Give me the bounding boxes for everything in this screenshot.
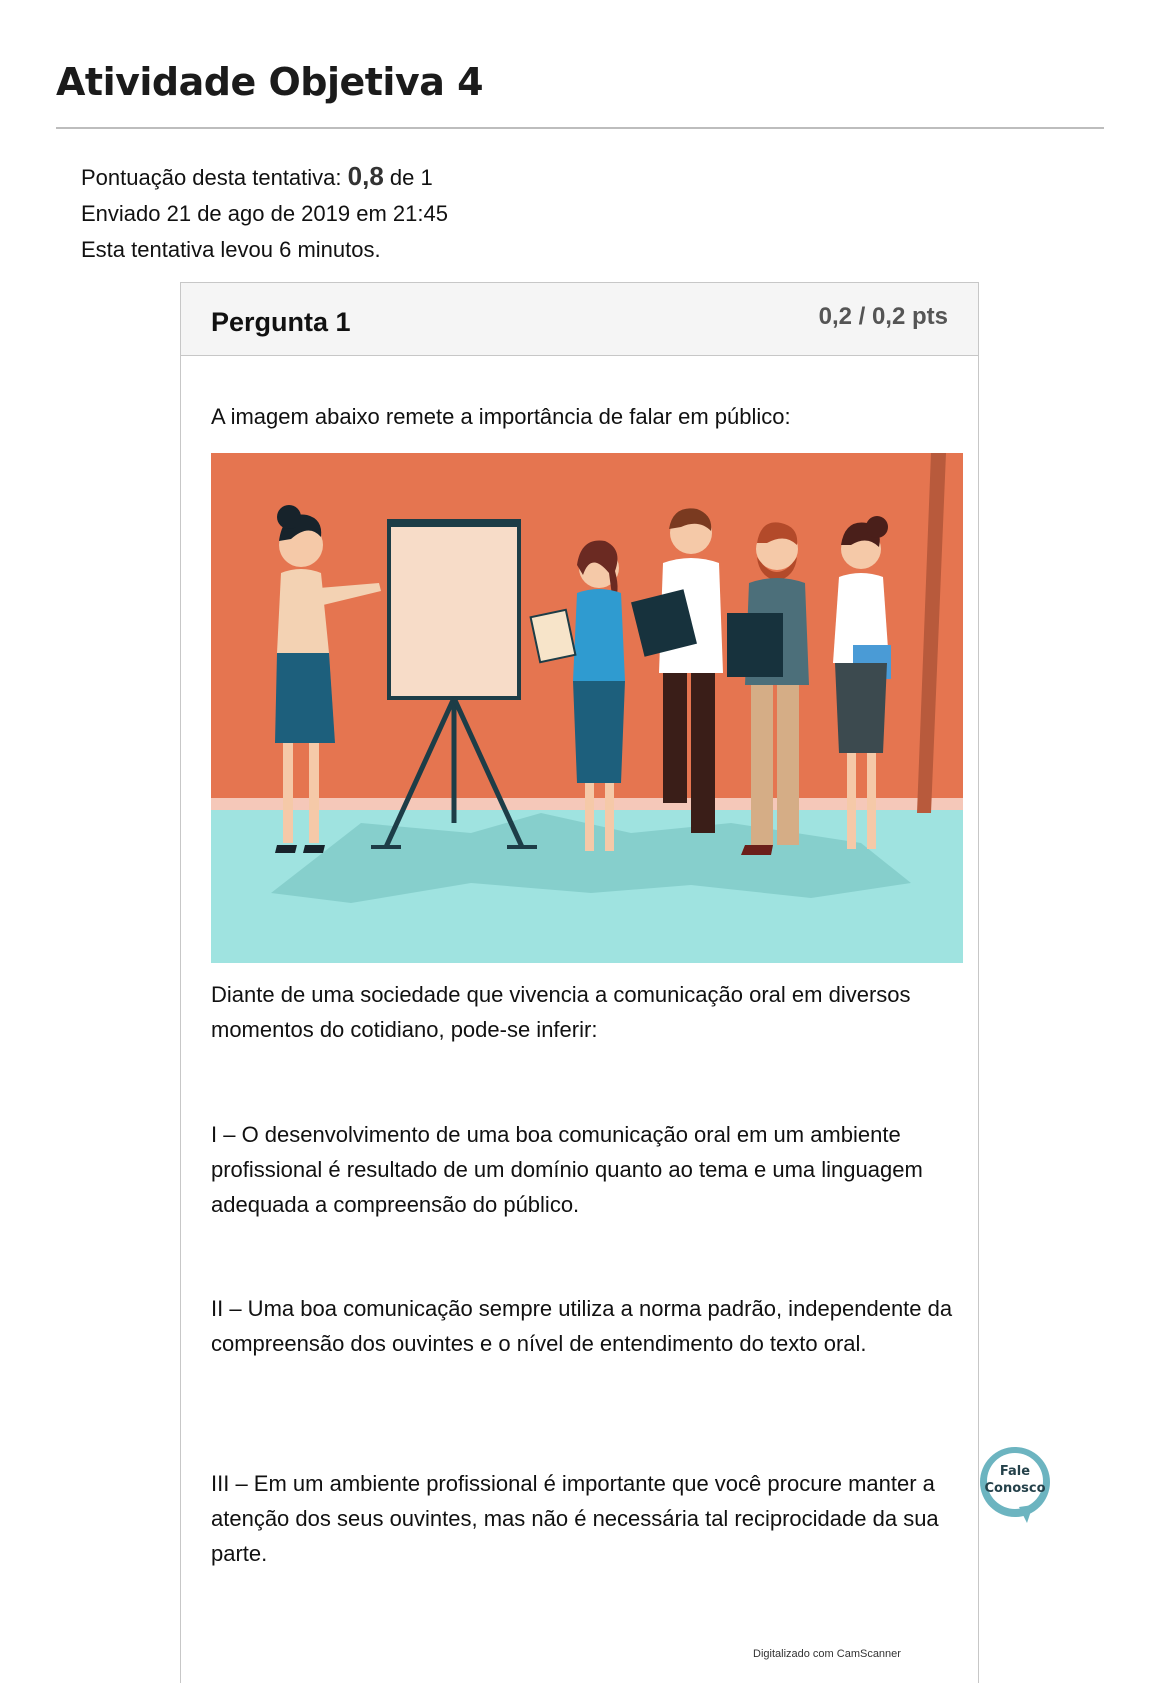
- question-points: 0,2 / 0,2 pts: [818, 303, 948, 330]
- chat-label-line1: Fale: [999, 1464, 1031, 1479]
- attempt-duration: Esta tentativa levou 6 minutos.: [81, 237, 381, 262]
- public-speaking-illustration: [211, 453, 963, 963]
- attempt-info: [81, 158, 448, 268]
- chat-label: [979, 1463, 1051, 1497]
- question-header: [181, 283, 978, 356]
- score-value: 0,8: [347, 161, 384, 191]
- title-divider: [56, 127, 1104, 129]
- submitted-date: Enviado 21 de ago de 2019 em 21:45: [81, 201, 448, 226]
- statement-2: II – Uma boa comunicação sempre utiliza a norma padrão, independente da compreensão dos ouvintes e o nível de entendimento do texto oral.: [211, 1296, 953, 1356]
- fale-conosco-chat-button[interactable]: [979, 1443, 1051, 1527]
- question-context: Diante de uma sociedade que vivencia a comunicação oral em diversos momentos do cotidiano, pode-se inferir:: [211, 982, 911, 1042]
- statement-3: III – Em um ambiente profissional é importante que você procure manter a atenção dos seus ouvintes, mas não é necessária tal reciprocidade da sua parte.: [211, 1471, 939, 1566]
- question-card: [180, 282, 979, 1683]
- scanner-credit: Digitalizado com CamScanner: [753, 1648, 901, 1660]
- statement-1: I – O desenvolvimento de uma boa comunicação oral em um ambiente profissional é resultado de um domínio quanto ao tema e uma linguagem adequada a compreensão do público.: [211, 1122, 923, 1217]
- chat-label-line2: Conosco: [984, 1481, 1046, 1496]
- page-title: Atividade Objetiva 4: [56, 60, 484, 104]
- question-title: Pergunta 1: [211, 307, 351, 337]
- score-label: Pontuação desta tentativa:: [81, 165, 348, 190]
- attempt-score: [81, 158, 448, 196]
- question-intro: A imagem abaixo remete a importância de falar em público:: [211, 404, 791, 429]
- score-total: de 1: [383, 165, 433, 190]
